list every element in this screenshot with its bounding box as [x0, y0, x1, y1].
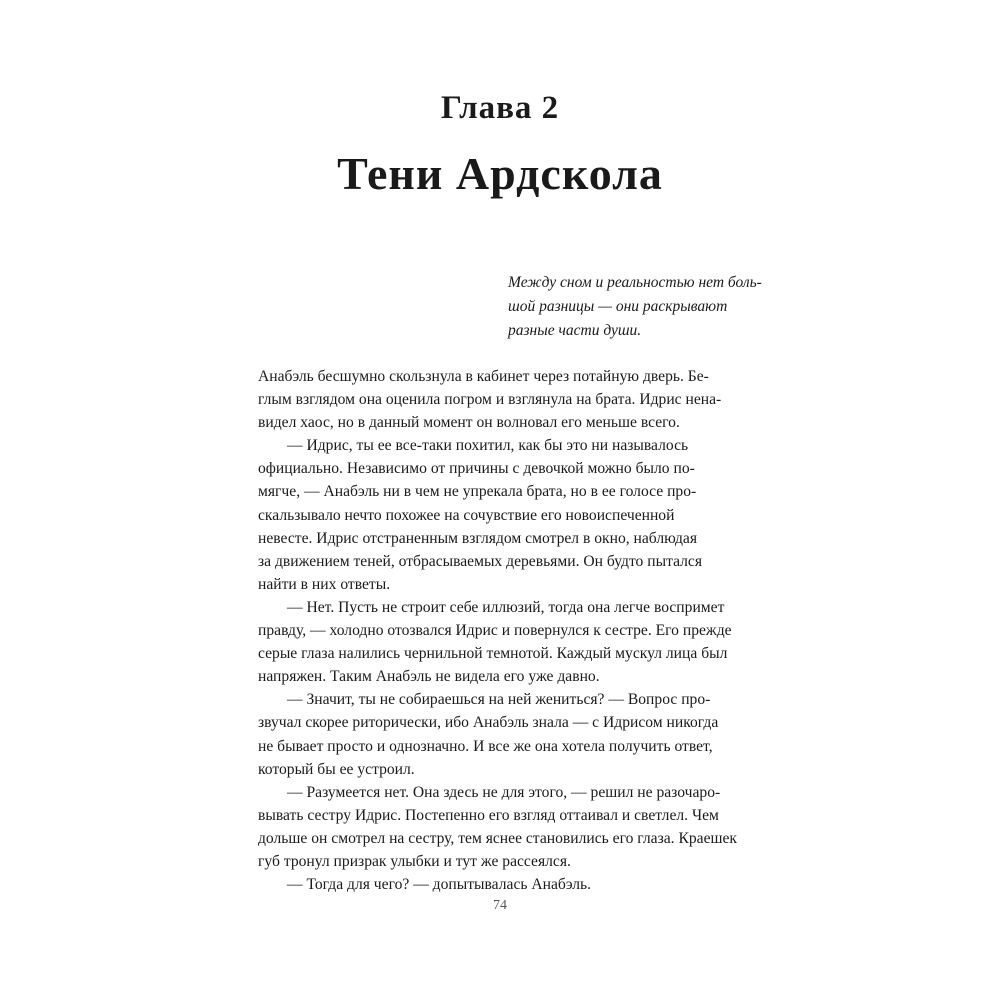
epigraph-line: разные части души. — [508, 322, 642, 339]
body-line: не бывает просто и однозначно. И все же она хотела получить ответ, — [258, 737, 713, 755]
body-line: Анабэль бесшумно скользнула в кабинет через потайную дверь. Бе- — [258, 368, 709, 385]
epigraph — [508, 271, 770, 343]
body-line: мягче, — Анабэль ни в чем не упрекала брата, но в ее голосе про- — [258, 483, 697, 501]
body-line: официально. Независимо от причины с девочкой можно было по- — [258, 460, 695, 478]
epigraph-line: шой разницы — они раскрывают — [508, 298, 728, 315]
body-line: дольше он смотрел на сестру, тем яснее становились его глаза. Краешек — [258, 829, 737, 847]
body-line: правду, — холодно отозвался Идрис и повернулся к сестре. Его прежде — [258, 622, 732, 640]
body-line: глым взглядом она оценила погром и взглянула на брата. Идрис нена- — [258, 391, 722, 409]
chapter-title: Тени Ардскола — [337, 148, 663, 199]
body-line: невесте. Идрис отстраненным взглядом смотрел в окно, наблюдая — [258, 529, 698, 547]
epigraph-line: Между сном и реальностью нет боль- — [508, 274, 762, 291]
body-line: губ тронул призрак улыбки и тут же рассеялся. — [258, 852, 571, 870]
body-line: — Разумеется нет. Она здесь не для этого, — решил не разочаро- — [287, 783, 721, 801]
body-line: — Тогда для чего? — допытывалась Анабэль. — [287, 876, 592, 894]
body-line: звучал скорее риторически, ибо Анабэль знала — с Идрисом никогда — [258, 714, 719, 732]
body-text — [258, 365, 770, 896]
page-number: 74 — [493, 898, 507, 913]
body-line: вывать сестру Идрис. Постепенно его взгляд оттаивал и светлел. Чем — [258, 806, 719, 824]
body-line: который бы ее устроил. — [258, 760, 415, 778]
body-line: — Значит, ты не собираешься на ней жениться? — Вопрос про- — [287, 691, 711, 709]
body-line: напряжен. Таким Анабэль не видела его уже давно. — [258, 668, 600, 686]
body-line: — Идрис, ты ее все-таки похитил, как бы это ни называлось — [287, 437, 689, 455]
body-line: за движением теней, отбрасываемых деревьями. Он будто пытался — [258, 552, 703, 570]
body-line: найти в них ответы. — [258, 575, 391, 593]
body-line: скальзывало нечто похожее на сочувствие его новоиспеченной — [258, 506, 675, 524]
chapter-label: Глава 2 — [440, 90, 560, 126]
body-line: — Нет. Пусть не строит себе иллюзий, тогда она легче воспримет — [287, 598, 725, 616]
body-line: видел хаос, но в данный момент он волновал его меньше всего. — [258, 414, 680, 432]
body-line: серые глаза налились чернильной темнотой. Каждый мускул лица был — [258, 645, 728, 663]
